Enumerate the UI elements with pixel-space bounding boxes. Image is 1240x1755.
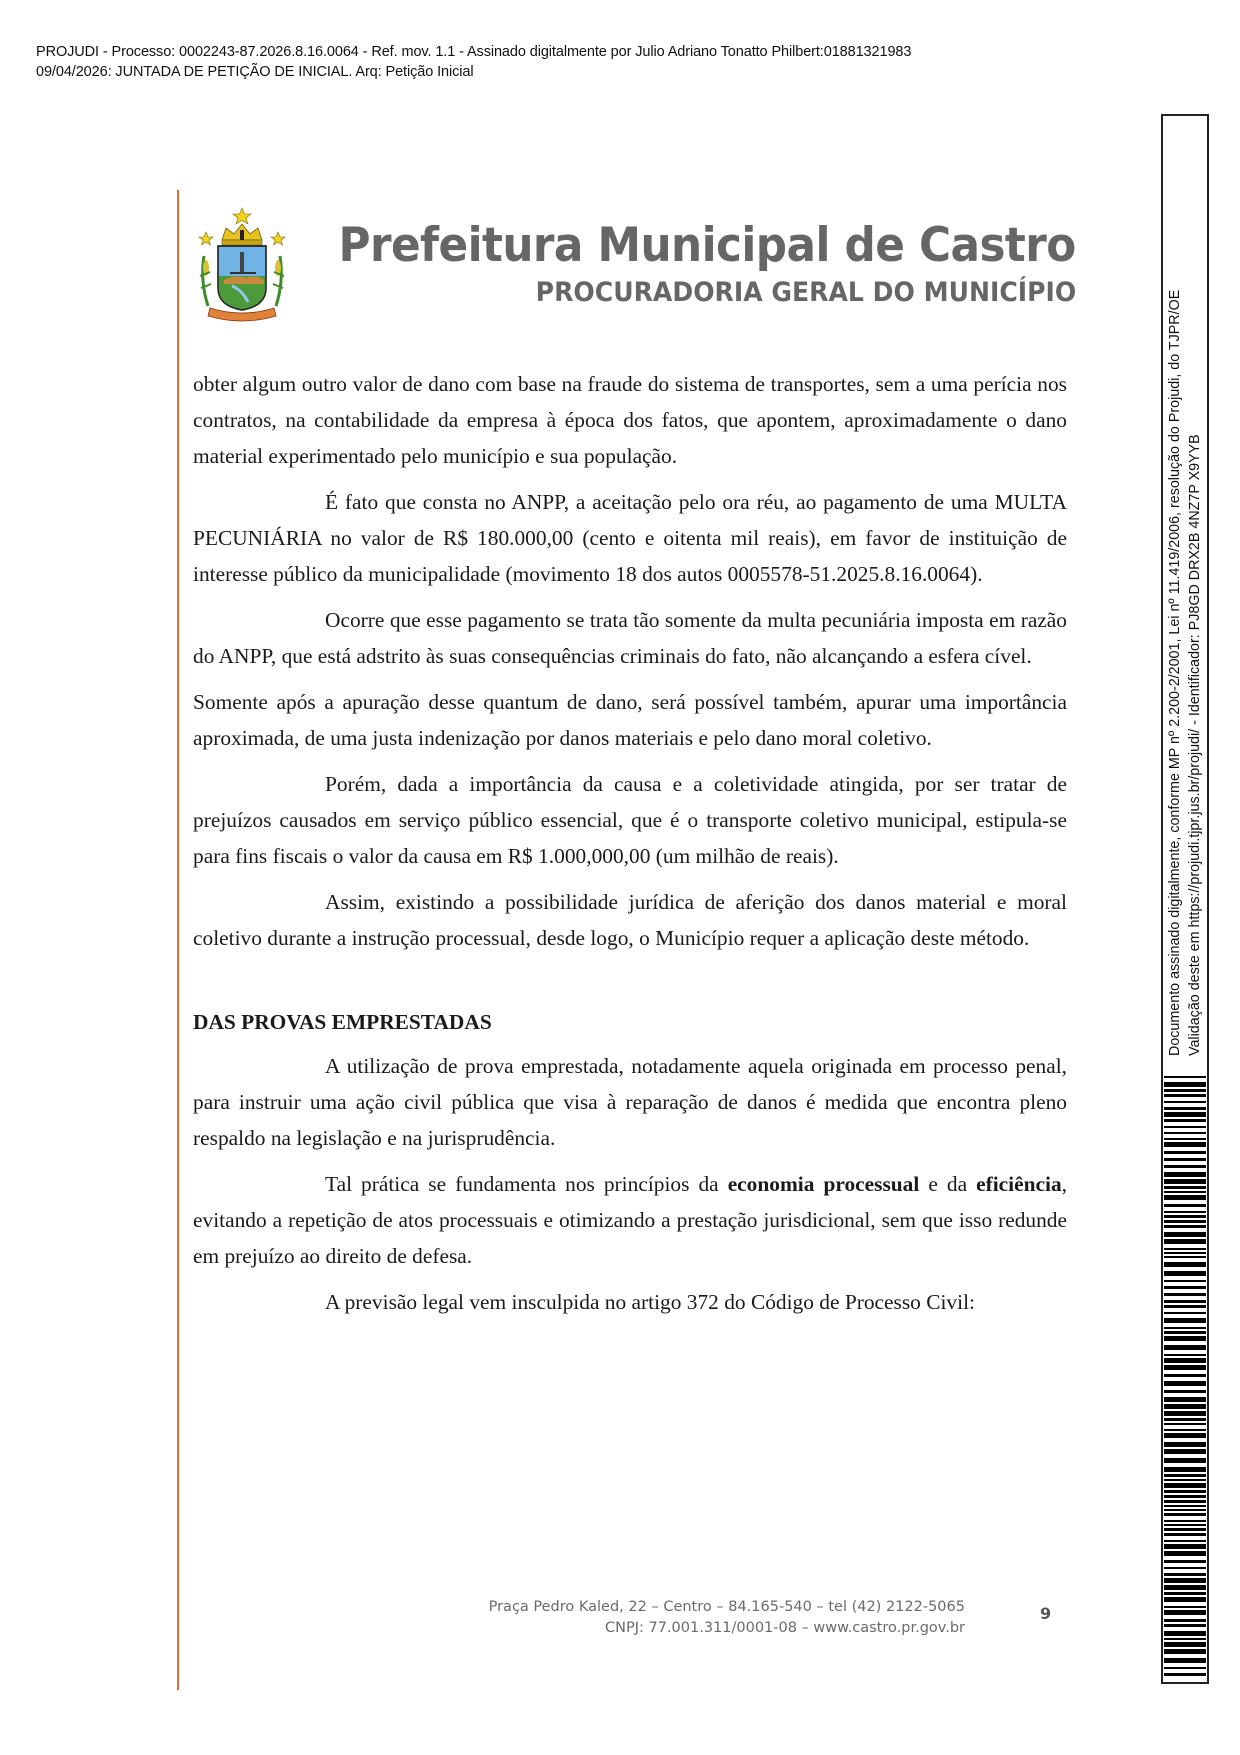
barcode-bar	[1164, 1082, 1206, 1087]
barcode-bar	[1164, 1132, 1206, 1134]
projudi-header	[36, 42, 911, 82]
barcode-bar	[1164, 1112, 1206, 1117]
footer-address: Praça Pedro Kaled, 22 – Centro – 84.165-540 – tel (42) 2122-5065	[488, 1599, 965, 1615]
bold-term: economia processual	[727, 1172, 920, 1196]
barcode-bar	[1164, 1186, 1206, 1189]
barcode-bar	[1164, 1165, 1206, 1168]
barcode-bar	[1164, 1119, 1206, 1122]
barcode-bar	[1164, 1293, 1206, 1296]
barcode-bar	[1164, 1336, 1206, 1341]
barcode-bar	[1164, 1390, 1206, 1393]
paragraph: obter algum outro valor de dano com base na fraude do sistema de transportes, sem a uma perícia nos contratos, na contabilidade da empresa à época dos fatos, que apontem, aproximadamente o dano material experimentado pelo município e sua população.	[193, 372, 1067, 468]
barcode-bar	[1164, 1606, 1206, 1608]
barcode-bar	[1164, 1252, 1206, 1254]
letterhead-subtitle: PROCURADORIA GERAL DO MUNICÍPIO	[535, 277, 1076, 308]
barcode-bar	[1164, 1483, 1206, 1488]
barcode-bar	[1164, 1458, 1206, 1463]
paragraph: Assim, existindo a possibilidade jurídica de aferição dos danos material e moral coletivo durante a instrução processual, desde logo, o Município requer a aplicação deste método.	[193, 890, 1067, 950]
barcode-bar	[1164, 1318, 1206, 1323]
footer-cnpj: CNPJ: 77.001.311/0001-08 – www.castro.pr.gov.br	[604, 1620, 965, 1636]
bold-term: eficiência	[976, 1172, 1062, 1196]
barcode-bar	[1164, 1331, 1206, 1334]
barcode-bar	[1164, 1610, 1206, 1615]
paragraph	[193, 1166, 1067, 1274]
barcode-bar	[1164, 1567, 1206, 1569]
barcode-bar	[1164, 1642, 1206, 1647]
barcode-icon	[1164, 1074, 1206, 1680]
barcode-bar	[1164, 1505, 1206, 1507]
barcode-bar	[1164, 1638, 1206, 1640]
signature-line2: Validação deste em https://projudi.tjpr.jus.br/projudi/ - Identificador: PJ8GD DRX2B 4NZ7P X9YYB	[1186, 434, 1203, 1056]
paragraph: Somente após a apuração desse quantum de dano, será possível também, apurar uma importância aproximada, de uma justa indenização por danos materiais e pelo dano moral coletivo.	[193, 690, 1067, 750]
barcode-bar	[1164, 1479, 1206, 1481]
paragraph: É fato que consta no ANPP, a aceitação pelo ora réu, ao pagamento de uma MULTA PECUNIÁRIA no valor de R$ 180.000,00 (cento e oitenta mil reais), em favor de instituição de interesse público da municipalidade (movimento 18 dos autos 0005578-51.2025.8.16.0064).	[193, 490, 1067, 586]
barcode-bar	[1164, 1225, 1206, 1228]
barcode-bar	[1164, 1195, 1206, 1200]
barcode-bar	[1164, 1232, 1206, 1237]
barcode-bar	[1164, 1649, 1206, 1654]
letterhead-title: Prefeitura Municipal de Castro	[338, 218, 1076, 273]
barcode-bar	[1164, 1449, 1206, 1454]
barcode-bar	[1164, 1520, 1206, 1522]
barcode-bar	[1164, 1592, 1206, 1595]
barcode-bar	[1164, 1560, 1206, 1563]
barcode-bar	[1164, 1467, 1206, 1472]
barcode-bar	[1164, 1215, 1206, 1218]
barcode-bar	[1164, 1300, 1206, 1303]
barcode-bar	[1164, 1540, 1206, 1542]
barcode-bar	[1164, 1327, 1206, 1329]
barcode-bar	[1164, 1374, 1206, 1377]
section-heading: DAS PROVAS EMPRESTADAS	[193, 1010, 492, 1034]
barcode-bar	[1164, 1490, 1206, 1493]
signature-line1: Documento assinado digitalmente, conforme MP nº 2.200-2/2001, Lei nº 11.419/2006, resolução do Projudi, do TJPR/OE	[1167, 289, 1183, 1056]
barcode-bar	[1164, 1204, 1206, 1207]
barcode-bar	[1164, 1551, 1206, 1556]
barcode-bar	[1164, 1239, 1206, 1244]
barcode-bar	[1164, 1248, 1206, 1250]
barcode-bar	[1164, 1573, 1206, 1576]
barcode-bar	[1164, 1211, 1206, 1213]
barcode-bar	[1164, 1631, 1206, 1636]
text-run: e da	[919, 1172, 977, 1196]
barcode-bar	[1164, 1597, 1206, 1602]
barcode-bar	[1164, 1358, 1206, 1363]
letterhead	[196, 200, 1076, 330]
barcode-bar	[1164, 1089, 1206, 1092]
barcode-bar	[1164, 1619, 1206, 1622]
barcode-bar	[1164, 1429, 1206, 1431]
projudi-header-line2: 09/04/2026: JUNTADA DE PETIÇÃO DE INICIAL. Arq: Petição Inicial	[36, 64, 474, 80]
barcode-bar	[1164, 1354, 1206, 1356]
signature-text	[1162, 290, 1205, 1062]
barcode-bar	[1164, 1397, 1206, 1402]
barcode-bar	[1164, 1286, 1206, 1289]
document-body	[193, 366, 1067, 1330]
barcode-bar	[1164, 1423, 1206, 1425]
barcode-bar	[1164, 1624, 1206, 1627]
text-run: Tal prática se fundamenta nos princípios da	[325, 1172, 728, 1196]
barcode-bar	[1164, 1667, 1206, 1669]
projudi-header-line1: PROJUDI - Processo: 0002243-87.2026.8.16.0064 - Ref. mov. 1.1 - Assinado digitalmente por Julio Adriano Tonatto Philbert:01881321983	[36, 44, 912, 60]
barcode-bar	[1164, 1513, 1206, 1516]
barcode-bar	[1164, 1271, 1206, 1276]
barcode-bar	[1164, 1418, 1206, 1421]
barcode-bar	[1164, 1474, 1206, 1477]
barcode-bar	[1164, 1544, 1206, 1549]
barcode-bar	[1164, 1495, 1206, 1498]
barcode-bar	[1164, 1262, 1206, 1267]
barcode-bar	[1164, 1528, 1206, 1531]
barcode-bar	[1164, 1158, 1206, 1161]
barcode-bar	[1164, 1101, 1206, 1103]
barcode-bar	[1164, 1220, 1206, 1223]
barcode-bar	[1164, 1500, 1206, 1503]
barcode-bar	[1164, 1345, 1206, 1350]
barcode-bar	[1164, 1433, 1206, 1438]
margin-rule	[177, 190, 179, 1690]
barcode-bar	[1164, 1524, 1206, 1526]
barcode-bar	[1164, 1256, 1206, 1258]
paragraph: Porém, dada a importância da causa e a coletividade atingida, por ser tratar de prejuízos causados em serviço público essencial, que é o transporte coletivo municipal, estipula-se para fins fiscais o valor da causa em R$ 1.000,000,00 (um milhão de reais).	[193, 772, 1067, 868]
barcode-bar	[1164, 1280, 1206, 1282]
barcode-bar	[1164, 1172, 1206, 1177]
page-number: 9	[1040, 1604, 1052, 1623]
barcode-bar	[1164, 1585, 1206, 1590]
barcode-bar	[1164, 1126, 1206, 1128]
paragraph: Ocorre que esse pagamento se trata tão somente da multa pecuniária imposta em razão do ANPP, que está adstrito às suas consequências criminais do fato, não alcançando a esfera cível.	[193, 608, 1067, 668]
barcode-bar	[1164, 1404, 1206, 1409]
barcode-bar	[1164, 1509, 1206, 1511]
barcode-bar	[1164, 1442, 1206, 1447]
barcode-bar	[1164, 1305, 1206, 1308]
barcode-bar	[1164, 1094, 1206, 1097]
barcode-bar	[1164, 1381, 1206, 1386]
barcode-bar	[1164, 1076, 1206, 1078]
barcode-bar	[1164, 1191, 1206, 1193]
barcode-bar	[1164, 1365, 1206, 1370]
barcode-bar	[1164, 1312, 1206, 1314]
coat-of-arms-icon	[196, 206, 288, 326]
page-footer	[400, 1597, 965, 1639]
barcode-bar	[1164, 1142, 1206, 1147]
barcode-bar	[1164, 1673, 1206, 1676]
barcode-bar	[1164, 1179, 1206, 1184]
barcode-bar	[1164, 1151, 1206, 1154]
paragraph: A previsão legal vem insculpida no artigo 372 do Código de Processo Civil:	[325, 1290, 975, 1314]
barcode-bar	[1164, 1107, 1206, 1110]
barcode-bar	[1164, 1411, 1206, 1416]
paragraph: A utilização de prova emprestada, notadamente aquela originada em processo penal, para instruir uma ação civil pública que visa à reparação de danos é medida que encontra pleno respaldo na legislação e na jurisprudência.	[193, 1054, 1067, 1150]
barcode-bar	[1164, 1138, 1206, 1140]
barcode-bar	[1164, 1658, 1206, 1663]
barcode-bar	[1164, 1533, 1206, 1536]
barcode-bar	[1164, 1578, 1206, 1583]
text-run: , evitando a repetição de atos processuais e otimizando a prestação jurisdicional, sem que isso redunde em prejuízo ao direito de defesa.	[193, 1172, 1068, 1268]
